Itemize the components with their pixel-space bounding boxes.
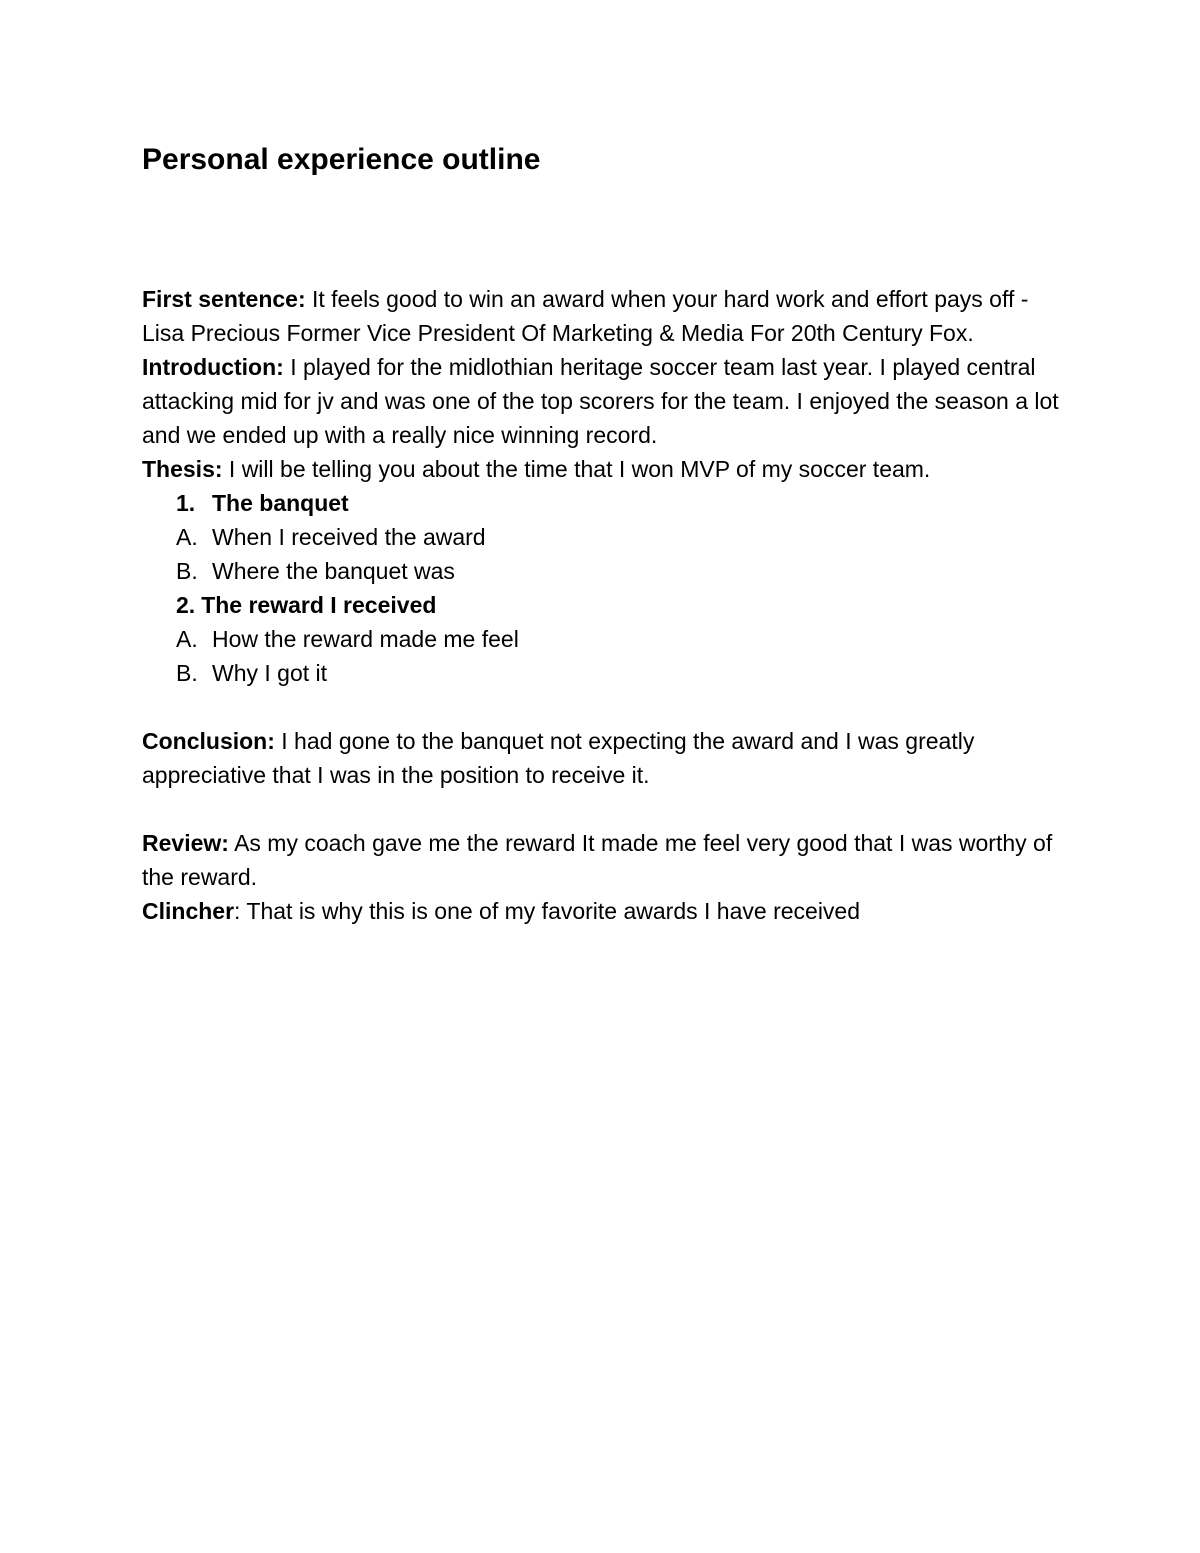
outline-heading [142,486,1072,520]
page-title: Personal experience outline [142,143,541,176]
outline-item [142,520,1072,554]
clincher-separator: : [234,898,241,924]
clincher-paragraph [142,894,1072,928]
outline-heading-marker: 1. [176,490,196,516]
conclusion-paragraph [142,724,1072,792]
document-body [142,282,1072,928]
conclusion-text: I had gone to the banquet not expecting the award and I was greatly appreciative that I was in the position to receive it. [142,728,975,788]
outline-heading [142,588,1072,622]
conclusion-label: Conclusion: [142,728,275,754]
introduction-paragraph [142,350,1072,452]
clincher-label: Clincher [142,898,235,924]
outline-item-marker: B. [176,558,198,584]
review-label: Review: [142,830,229,856]
outline-list [142,486,1072,690]
outline-item-text: How the reward made me feel [212,626,519,652]
thesis-paragraph [142,452,1072,486]
outline-heading-text: The reward I received [201,592,437,618]
outline-item-marker: B. [176,660,198,686]
outline-item [142,622,1072,656]
thesis-label: Thesis: [142,456,223,482]
first-sentence-label: First sentence: [142,286,306,312]
outline-item-text: Why I got it [212,660,328,686]
review-text: As my coach gave me the reward It made me feel very good that I was worthy of the reward. [142,830,1053,890]
introduction-text: I played for the midlothian heritage soccer team last year. I played central attacking mid for jv and was one of the top scorers for the team. I enjoyed the season a lot and we ended up with a really nice winning record. [142,354,1059,448]
paragraph-spacer [142,792,1072,826]
outline-item-marker: A. [176,524,198,550]
outline-heading-text: The banquet [212,490,349,516]
outline-heading-marker: 2. [176,592,196,618]
outline-item-text: Where the banquet was [212,558,455,584]
clincher-text: That is why this is one of my favorite awards I have received [246,898,861,924]
outline-item [142,656,1072,690]
first-sentence-text: It feels good to win an award when your hard work and effort pays off - Lisa Precious Former Vice President Of Marketing & Media For 20th Century Fox. [142,286,1029,346]
paragraph-spacer [142,690,1072,724]
outline-item-text: When I received the award [212,524,486,550]
first-sentence-paragraph [142,282,1072,350]
thesis-text: I will be telling you about the time that I won MVP of my soccer team. [228,456,931,482]
outline-item [142,554,1072,588]
outline-item-marker: A. [176,626,198,652]
introduction-label: Introduction: [142,354,284,380]
review-paragraph [142,826,1072,894]
